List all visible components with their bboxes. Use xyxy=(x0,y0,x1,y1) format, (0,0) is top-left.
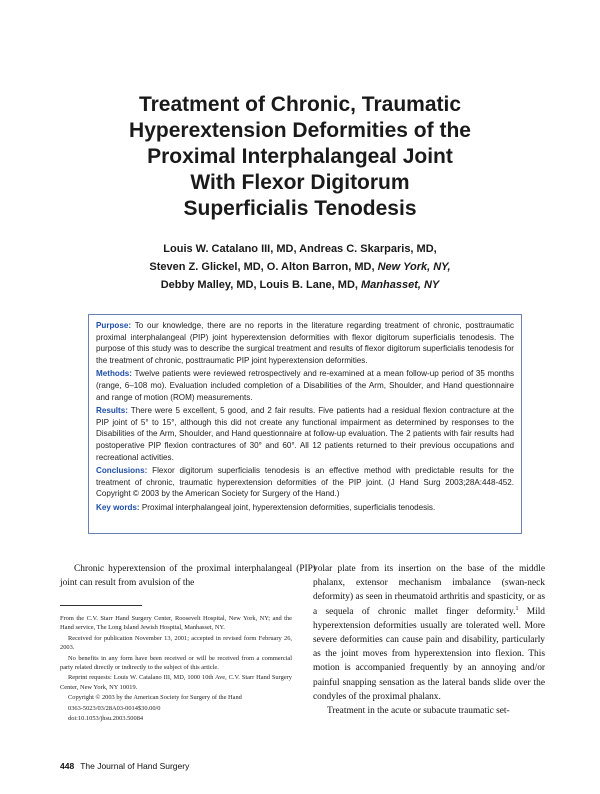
body-paragraph xyxy=(313,562,545,704)
abstract-keywords xyxy=(96,502,514,514)
body-column-left xyxy=(60,562,316,590)
author-location: Manhasset, NY xyxy=(361,279,440,291)
purpose-text: To our knowledge, there are no reports in the literature regarding treatment of chronic, posttraumatic proximal interphalangeal (PIP) joint hyperextension deformities with flexor digitorum superficialis tenodesis. The purpose of this study was to describe the surgical treatment and results of flexor digitorum superficialis tenodesis for the treatment of chronic, posttraumatic PIP joint hyperextension deformities. xyxy=(96,321,514,365)
author-line xyxy=(60,258,540,276)
abstract-methods xyxy=(96,368,514,403)
results-label: Results: xyxy=(96,406,128,416)
results-text: There were 5 excellent, 5 good, and 2 fair results. Five patients had a residual flexion contracture at the PIP joint of 5° to 15°, although this did not create any functional impairment as determined by responses to the Disabilities of the Arm, Shoulder, and Hand questionnaire at follow-up evaluation. The 2 patients with fair results had postoperative PIP flexion contractures of 30° and 60°. All 12 patients returned to their previous occupations and recreational activities. xyxy=(96,406,515,462)
conclusions-label: Conclusions: xyxy=(96,466,148,476)
page-number: 448 xyxy=(60,761,75,771)
footnote-benefits: No benefits in any form have been received or will be received from a commercial party related directly or indirectly to the subject of this article. xyxy=(60,654,292,672)
body-text: Mild hyperextension deformities usually are tolerated well. More severe deformities can cause pain and disability, particularly as the joint moves from hyperextension into flexion. This motion is accompanied frequently by an annoying and/or painful snapping sensation as the lateral bands slide over the condyles of the proximal phalanx. xyxy=(313,606,545,702)
footnote-reprints: Reprint requests: Louis W. Catalano III, MD, 1000 10th Ave, C.V. Starr Hand Surgery Center, New York, NY 10019. xyxy=(60,674,292,691)
body-paragraph: Chronic hyperextension of the proximal interphalangeal (PIP) joint can result from avulsion of the xyxy=(60,564,316,589)
methods-text: Twelve patients were reviewed retrospectively and re-examined at a mean follow-up period of 35 months (range, 6–108 mo). Evaluation included completion of a Disabilities of the Arm, Shoulder, and Hand questionnaire and range of motion (ROM) measurements. xyxy=(96,369,514,402)
methods-label: Methods: xyxy=(96,369,132,379)
abstract-purpose xyxy=(96,320,514,366)
title-line: With Flexor Digitorum xyxy=(190,171,410,194)
footnote-issn: 0363-5023/03/28A03-0014$30.00/0 xyxy=(68,704,161,712)
author-list xyxy=(60,240,540,294)
footnote-affiliation: From the C.V. Starr Hand Surgery Center, Roosevelt Hospital, New York, NY; and the Hand service, The Long Island Jewish Hospital, Manhasset, NY. xyxy=(60,615,292,632)
reference-citation[interactable]: 1 xyxy=(515,605,519,612)
abstract-conclusions xyxy=(96,465,514,500)
footnote-copyright: Copyright © 2003 by the American Society for Surgery of the Hand xyxy=(68,694,242,702)
keywords-text: Proximal interphalangeal joint, hyperextension deformities, superficialis tenodesis. xyxy=(141,502,436,512)
body-column-right xyxy=(313,562,545,718)
body-paragraph: Treatment in the acute or subacute traumatic set- xyxy=(327,706,510,717)
abstract-results xyxy=(96,405,514,463)
author-names: Steven Z. Glickel, MD, O. Alton Barron, MD, xyxy=(149,261,375,273)
author-line xyxy=(60,276,540,294)
footnote-divider xyxy=(60,605,142,606)
purpose-label: Purpose: xyxy=(96,321,132,330)
abstract xyxy=(88,314,522,534)
footnotes xyxy=(60,614,292,724)
title-line: Proximal Interphalangeal Joint xyxy=(147,145,453,168)
page-footer xyxy=(60,761,189,771)
title-line: Treatment of Chronic, Traumatic xyxy=(138,93,462,116)
journal-name: The Journal of Hand Surgery xyxy=(80,761,190,771)
footnote-received: Received for publication November 13, 2001; accepted in revised form February 26, 2003. xyxy=(60,634,292,652)
keywords-label: Key words: xyxy=(96,502,140,512)
footnote-doi: doi:10.1053/jhsu.2003.50084 xyxy=(68,715,144,723)
article-title xyxy=(60,92,540,222)
author-location: New York, NY, xyxy=(377,261,451,273)
author-line: Louis W. Catalano III, MD, Andreas C. Skarparis, MD, xyxy=(163,243,437,255)
author-names: Debby Malley, MD, Louis B. Lane, MD, xyxy=(160,279,358,291)
body-text: volar plate from its insertion on the base of the middle phalanx, extensor mechanism imbalance (swan-neck deformity) as seen in rheumatoid arthritis and spasticity, or as a sequela of chronic mallet finger deformity. xyxy=(313,564,545,617)
title-line: Superficialis Tenodesis xyxy=(183,197,417,220)
conclusions-text: Flexor digitorum superficialis tenodesis is an effective method with predictable results for the treatment of chronic, traumatic hyperextension deformities of the PIP joint. (J Hand Surg 2003;28A:448-452. Copyright © 2003 by the American Society for Surgery of the Hand.) xyxy=(96,466,514,499)
title-line: Hyperextension Deformities of the xyxy=(129,119,471,142)
